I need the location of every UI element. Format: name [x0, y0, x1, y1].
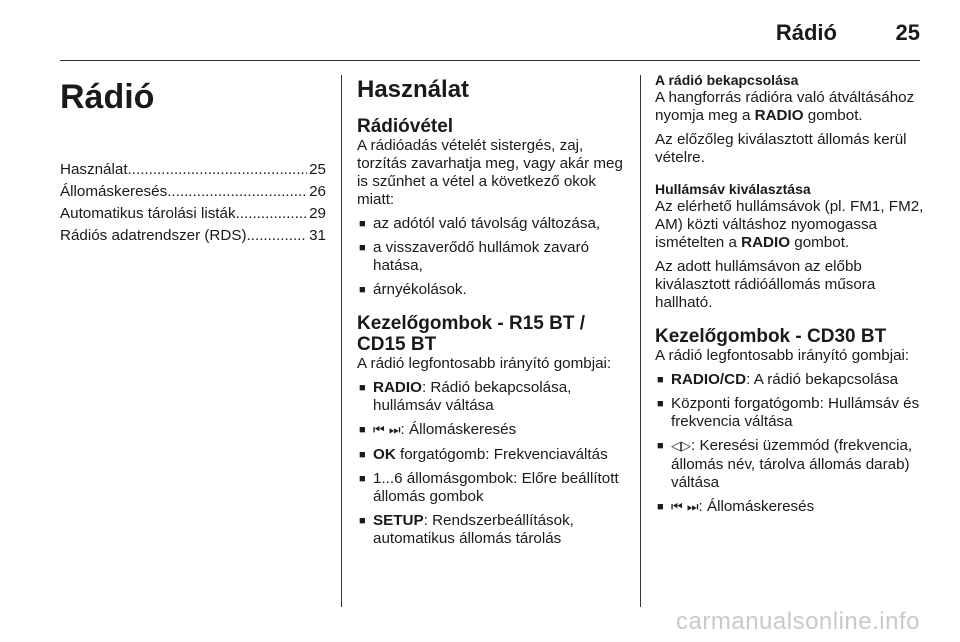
- control-description: : Állomáskeresés: [400, 421, 517, 438]
- toc-entry[interactable]: [60, 161, 326, 179]
- list-item: [357, 421, 627, 440]
- toc-leader: [128, 161, 308, 179]
- control-description: : A rádió bekapcsolása: [746, 371, 899, 388]
- toc-leader: [167, 183, 307, 201]
- list-item: [357, 512, 627, 548]
- column-controls: [655, 72, 930, 523]
- control-name: RADIO/CD: [671, 371, 747, 388]
- spacer: [655, 318, 930, 326]
- spacer: [655, 173, 930, 181]
- watermark: carmanualsonline.info: [676, 608, 920, 635]
- header-rule: [60, 60, 920, 61]
- seek-buttons-icon: ⏮ ⏭: [373, 423, 401, 438]
- control-description: forgatógomb: Frekvenciaváltás: [395, 446, 608, 463]
- toc-entry-text: Rádiós adatrendszer (RDS): [60, 227, 247, 244]
- bullet-list: [357, 215, 627, 299]
- control-name: RADIO: [754, 107, 804, 124]
- list-item: [655, 498, 930, 517]
- list-item: ■ a visszaverődő hullámok zavaró hatása,: [357, 239, 627, 275]
- list-item: ■ az adótól való távolság változása,: [357, 215, 627, 233]
- bullet-list: [357, 379, 627, 548]
- control-description: Központi forgatógomb: Hullámsáv és frekvencia váltása: [671, 395, 920, 430]
- toc-entry-text: Használat: [60, 161, 128, 178]
- control-name: OK: [373, 446, 396, 463]
- list-item: [357, 446, 627, 464]
- control-name: RADIO: [373, 379, 422, 396]
- list-item: ■ árnyékolások.: [357, 281, 627, 299]
- text-run: Az elérhető hullámsávok (pl. FM1, FM2, AM) közti váltáshoz nyomogassa ismételten a: [655, 198, 924, 251]
- section-title: Használat: [357, 76, 470, 103]
- list-item: [357, 379, 627, 415]
- toc-entry-page: 25: [309, 161, 326, 178]
- toc-leader: [236, 205, 308, 223]
- paragraph: A rádióadás vételét sistergés, zaj, torzítás zavarhatja meg, vagy akár meg is szűnhet a vétel a következő okok miatt:: [357, 137, 623, 208]
- paragraph: Az adott hullámsávon az előbb kiválasztott rádióállomás műsora hallható.: [655, 258, 876, 311]
- chapter-title: Rádió: [60, 78, 155, 116]
- toc-entry-text: Állomáskeresés: [60, 183, 168, 200]
- toc-entry[interactable]: [60, 227, 326, 245]
- paragraph: [655, 198, 930, 252]
- control-description: : Állomáskeresés: [698, 498, 815, 515]
- page-header: [0, 0, 960, 52]
- toc-entry-page: 29: [309, 205, 326, 222]
- minor-heading: A rádió bekapcsolása: [655, 72, 799, 88]
- toc-leader: [247, 227, 308, 245]
- control-description: : Keresési üzemmód (frekvencia, állomás név, tárolva állomás darab) váltása: [671, 437, 913, 491]
- list-item: [655, 395, 930, 431]
- column-usage: [357, 72, 627, 554]
- toc-entry-page: 26: [309, 183, 326, 200]
- left-right-arrows-icon: ◁▷: [671, 439, 691, 454]
- column-toc: [60, 72, 326, 249]
- text-run: gombot.: [803, 107, 863, 124]
- header-title: Rádió: [775, 20, 837, 45]
- list-item: [655, 437, 930, 492]
- subsection-title: Rádióvétel: [357, 116, 454, 137]
- subsection-title: Kezelőgombok - CD30 BT: [655, 326, 887, 347]
- list-item: [357, 470, 627, 506]
- toc-entry-page: 31: [309, 227, 326, 244]
- paragraph: A rádió legfontosabb irányító gombjai:: [357, 355, 612, 372]
- list-item: [655, 371, 930, 389]
- spacer: [357, 305, 627, 313]
- column-divider: [341, 75, 342, 607]
- toc-entry[interactable]: [60, 205, 326, 223]
- text-run: A hangforrás rádióra való átváltásához nyomja meg a: [655, 89, 915, 124]
- bullet-list: [655, 371, 930, 517]
- toc-entry[interactable]: [60, 183, 326, 201]
- control-description: : Rendszerbeállítások, automatikus állomás tárolás: [373, 512, 574, 547]
- control-name: RADIO: [741, 234, 791, 251]
- minor-heading: Hullámsáv kiválasztása: [655, 181, 811, 197]
- seek-buttons-icon: ⏮ ⏭: [671, 500, 699, 515]
- paragraph: Az előzőleg kiválasztott állomás kerül vételre.: [655, 131, 907, 166]
- subsection-title: Kezelőgombok - R15 BT / CD15 BT: [357, 313, 586, 355]
- column-divider: [640, 75, 641, 607]
- control-name: SETUP: [373, 512, 424, 529]
- text-run: gombot.: [790, 234, 850, 251]
- control-description: 1...6 állomásgombok: Előre beállított állomás gombok: [373, 470, 619, 505]
- paragraph: A rádió legfontosabb irányító gombjai:: [655, 347, 910, 364]
- paragraph: [655, 89, 930, 125]
- table-of-contents: [60, 161, 326, 245]
- page-number: 25: [895, 20, 920, 45]
- control-description: : Rádió bekapcsolása, hullámsáv váltása: [373, 379, 572, 414]
- toc-entry-text: Automatikus tárolási listák: [60, 205, 236, 222]
